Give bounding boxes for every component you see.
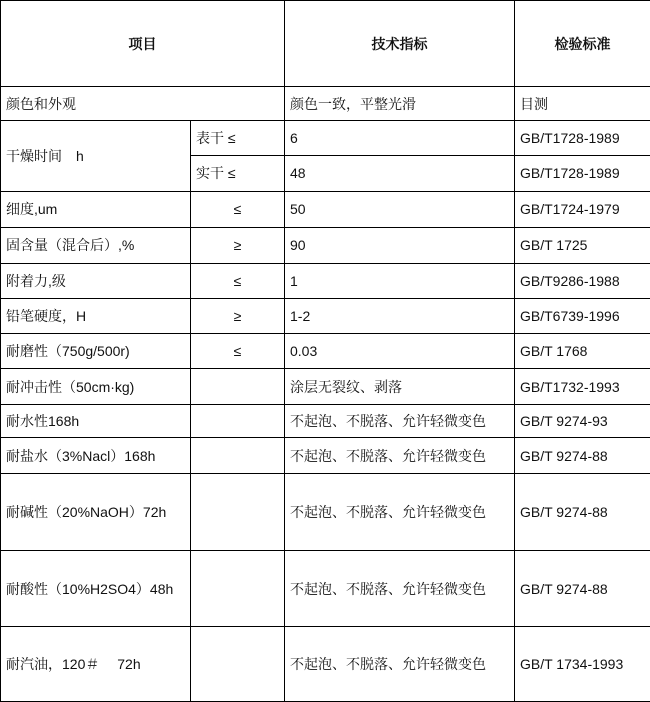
- subitem-cell: 实干 ≤: [191, 156, 285, 191]
- table-row: [1, 626, 650, 701]
- item-cell: 颜色和外观: [1, 87, 285, 121]
- item-cell: 耐酸性（10%H2SO4）48h: [1, 551, 191, 626]
- indicator-cell: 颜色一致，平整光滑: [285, 87, 515, 121]
- item-cell: 耐盐水（3%Nacl）168h: [1, 438, 191, 474]
- operator-cell: [191, 474, 285, 551]
- header-row: [1, 1, 650, 87]
- standard-cell: GB/T6739-1996: [515, 298, 650, 333]
- subitem-cell: 表干 ≤: [191, 121, 285, 156]
- indicator-cell: 0.03: [285, 333, 515, 368]
- indicator-cell: 不起泡、不脱落、允许轻微变色: [285, 405, 515, 438]
- table-row: [1, 551, 650, 626]
- table-row: [1, 121, 650, 156]
- standard-cell: 目测: [515, 87, 650, 121]
- indicator-cell: 50: [285, 191, 515, 227]
- header-standard: 检验标准: [515, 1, 650, 87]
- indicator-cell: 不起泡、不脱落、允许轻微变色: [285, 474, 515, 551]
- standard-cell: GB/T1732-1993: [515, 368, 650, 404]
- item-cell: 干燥时间 h: [1, 121, 191, 191]
- table-row: [1, 438, 650, 474]
- operator-cell: [191, 438, 285, 474]
- operator-cell: ≥: [191, 227, 285, 263]
- item-cell: 耐汽油，120＃ 72h: [1, 626, 191, 701]
- item-cell: 细度,um: [1, 191, 191, 227]
- operator-cell: [191, 368, 285, 404]
- table-row: [1, 87, 650, 121]
- operator-cell: ≤: [191, 333, 285, 368]
- item-cell: 耐磨性（750g/500r): [1, 333, 191, 368]
- standard-cell: GB/T 9274-88: [515, 438, 650, 474]
- indicator-cell: 不起泡、不脱落、允许轻微变色: [285, 438, 515, 474]
- operator-cell: ≤: [191, 263, 285, 298]
- item-cell: 固含量（混合后）,%: [1, 227, 191, 263]
- table-row: [1, 263, 650, 298]
- indicator-cell: 涂层无裂纹、剥落: [285, 368, 515, 404]
- operator-cell: ≥: [191, 298, 285, 333]
- standard-cell: GB/T 1734-1993: [515, 626, 650, 701]
- standard-cell: GB/T 9274-93: [515, 405, 650, 438]
- item-cell: 耐水性168h: [1, 405, 191, 438]
- item-cell: 铅笔硬度，H: [1, 298, 191, 333]
- standard-cell: GB/T 9274-88: [515, 474, 650, 551]
- item-cell: 耐冲击性（50cm·kg): [1, 368, 191, 404]
- table-row: [1, 298, 650, 333]
- item-cell: 附着力,级: [1, 263, 191, 298]
- table-row: [1, 368, 650, 404]
- operator-cell: [191, 405, 285, 438]
- operator-cell: [191, 626, 285, 701]
- operator-cell: ≤: [191, 191, 285, 227]
- indicator-cell: 1-2: [285, 298, 515, 333]
- standard-cell: GB/T1728-1989: [515, 121, 650, 156]
- indicator-cell: 48: [285, 156, 515, 191]
- indicator-cell: 1: [285, 263, 515, 298]
- header-indicator: 技术指标: [285, 1, 515, 87]
- operator-cell: [191, 551, 285, 626]
- item-cell: 耐碱性（20%NaOH）72h: [1, 474, 191, 551]
- standard-cell: GB/T 9274-88: [515, 551, 650, 626]
- standard-cell: GB/T1724-1979: [515, 191, 650, 227]
- indicator-cell: 90: [285, 227, 515, 263]
- table-row: [1, 191, 650, 227]
- indicator-cell: 不起泡、不脱落、允许轻微变色: [285, 551, 515, 626]
- table-row: [1, 227, 650, 263]
- standard-cell: GB/T 1768: [515, 333, 650, 368]
- standard-cell: GB/T 1725: [515, 227, 650, 263]
- table-row: [1, 333, 650, 368]
- table-row: [1, 405, 650, 438]
- indicator-cell: 不起泡、不脱落、允许轻微变色: [285, 626, 515, 701]
- header-item: 项目: [1, 1, 285, 87]
- table-row: [1, 474, 650, 551]
- indicator-cell: 6: [285, 121, 515, 156]
- standard-cell: GB/T1728-1989: [515, 156, 650, 191]
- standard-cell: GB/T9286-1988: [515, 263, 650, 298]
